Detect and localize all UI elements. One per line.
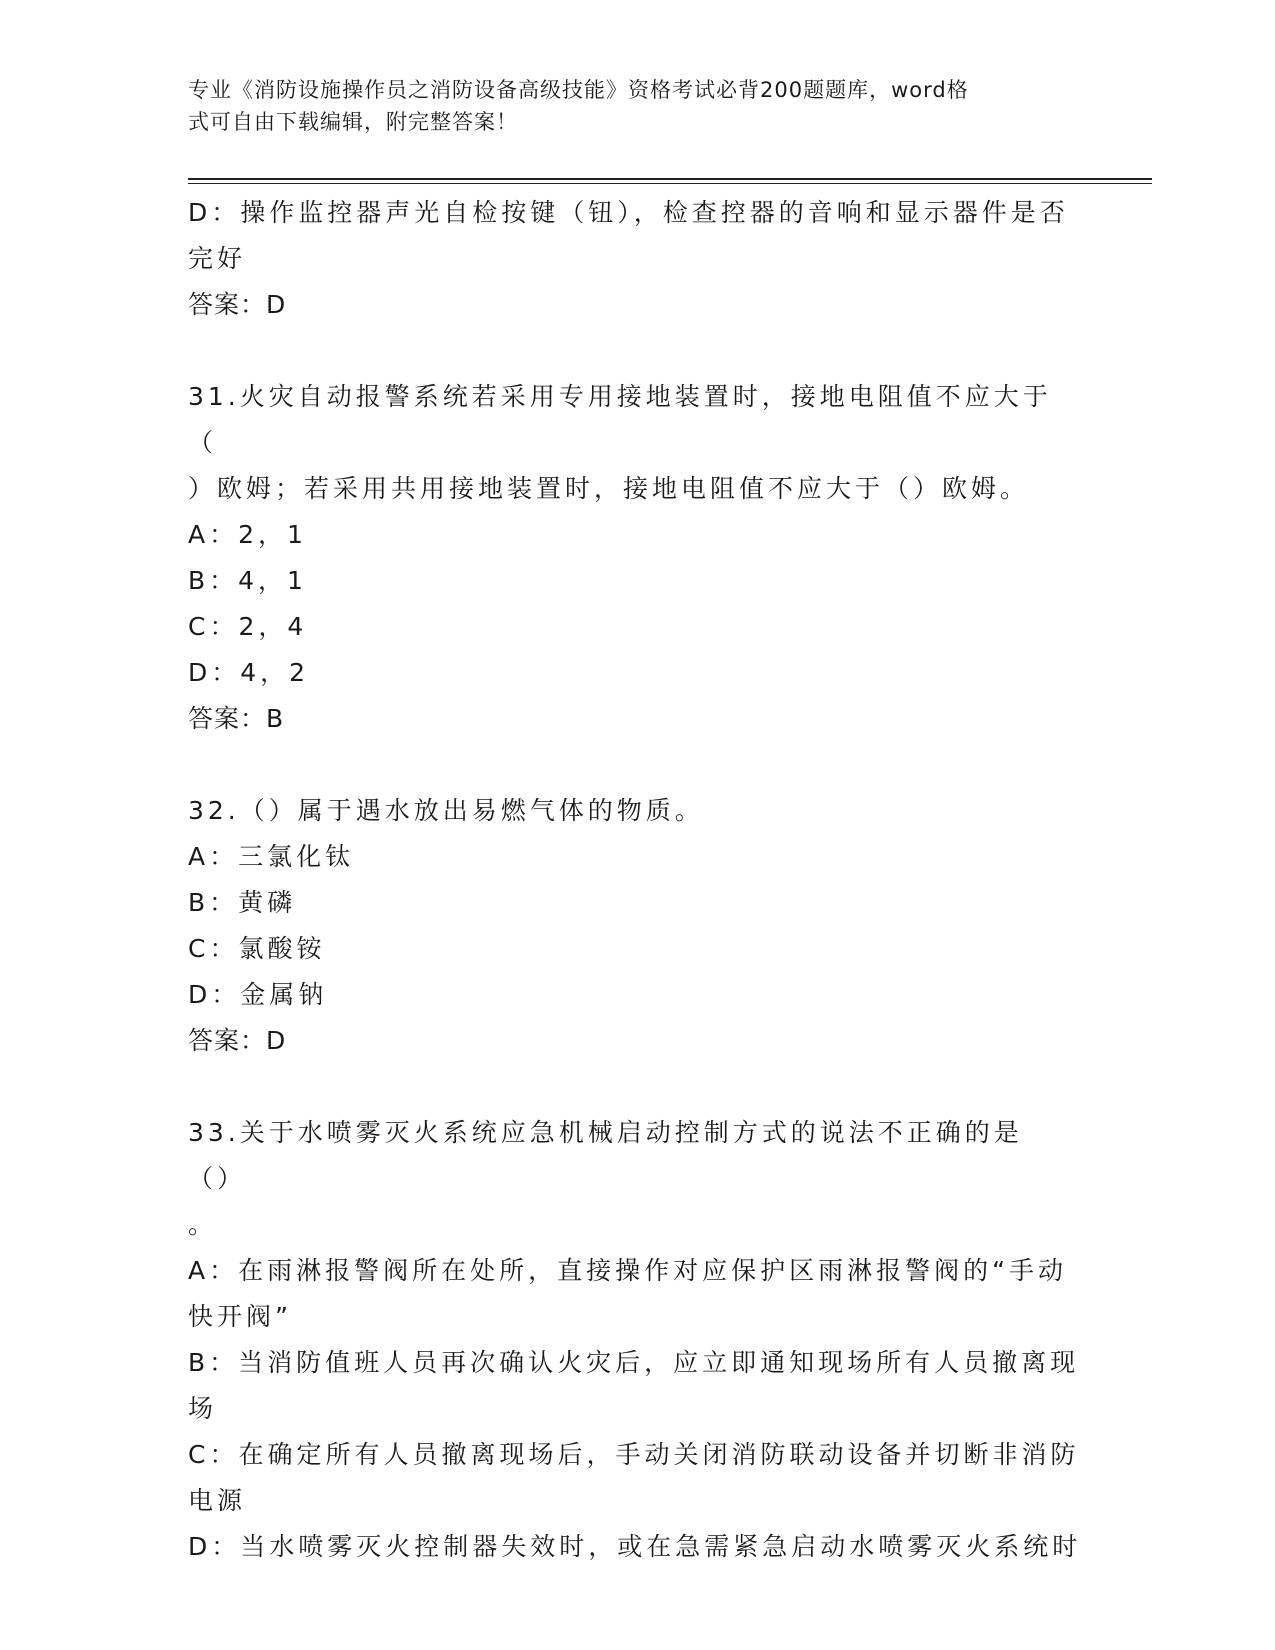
question-stem: 31.火灾自动报警系统若采用专用接地装置时，接地电阻值不应大于（ (188, 382, 1052, 457)
spacer (188, 742, 1068, 788)
header-line-1: 专业《消防设施操作员之消防设备高级技能》资格考试必背200题题库，word格 (188, 78, 969, 102)
document-body (188, 190, 1082, 1570)
option-a: A：三氯化钛 (188, 842, 355, 871)
spacer (188, 328, 1068, 374)
option-c-continued: 电源 (188, 1486, 247, 1515)
option-b-continued: 场 (188, 1394, 218, 1423)
option-a: A：在雨淋报警阀所在处所，直接操作对应保护区雨淋报警阀的“手动 (188, 1256, 1068, 1285)
option-d: D：4，2 (188, 658, 310, 687)
previous-question-tail (188, 190, 1068, 328)
question-stem: 32.（）属于遇水放出易燃气体的物质。 (188, 796, 704, 825)
question-stem-continued: 。 (188, 1210, 218, 1239)
answer-line: 答案：D (188, 1026, 287, 1055)
document-header (188, 74, 1068, 138)
question-31 (188, 374, 1068, 742)
option-c: C：氯酸铵 (188, 934, 326, 963)
option-b: B：黄磷 (188, 888, 297, 917)
spacer (188, 1064, 1068, 1110)
question-stem: 33.关于水喷雾灭火系统应急机械启动控制方式的说法不正确的是（） (188, 1118, 1023, 1193)
option-d: D：当水喷雾灭火控制器失效时，或在急需紧急启动水喷雾灭火系统时 (188, 1532, 1082, 1561)
option-a: A：2，1 (188, 520, 307, 549)
answer-line: 答案：D (188, 290, 287, 319)
option-c: C：在确定所有人员撤离现场后，手动关闭消防联动设备并切断非消防 (188, 1440, 1080, 1469)
option-d: D：操作监控器声光自检按键（钮），检查控器的音响和显示器件是否 (188, 198, 1069, 227)
question-32 (188, 788, 1068, 1064)
header-divider-thick (188, 178, 1152, 180)
header-line-2: 式可自由下载编辑，附完整答案！ (188, 110, 518, 134)
option-c: C：2，4 (188, 612, 308, 641)
question-33 (188, 1110, 1082, 1570)
question-stem-continued: ）欧姆；若采用共用接地装置时，接地电阻值不应大于（）欧姆。 (188, 474, 1030, 503)
option-b: B：4，1 (188, 566, 307, 595)
header-divider-thin (188, 183, 1152, 184)
option-a-continued: 快开阀” (188, 1302, 292, 1331)
answer-line: 答案：B (188, 704, 285, 733)
option-d-continued: 完好 (188, 244, 247, 273)
option-d: D：金属钠 (188, 980, 328, 1009)
option-b: B：当消防值班人员再次确认火灾后，应立即通知现场所有人员撤离现 (188, 1348, 1080, 1377)
